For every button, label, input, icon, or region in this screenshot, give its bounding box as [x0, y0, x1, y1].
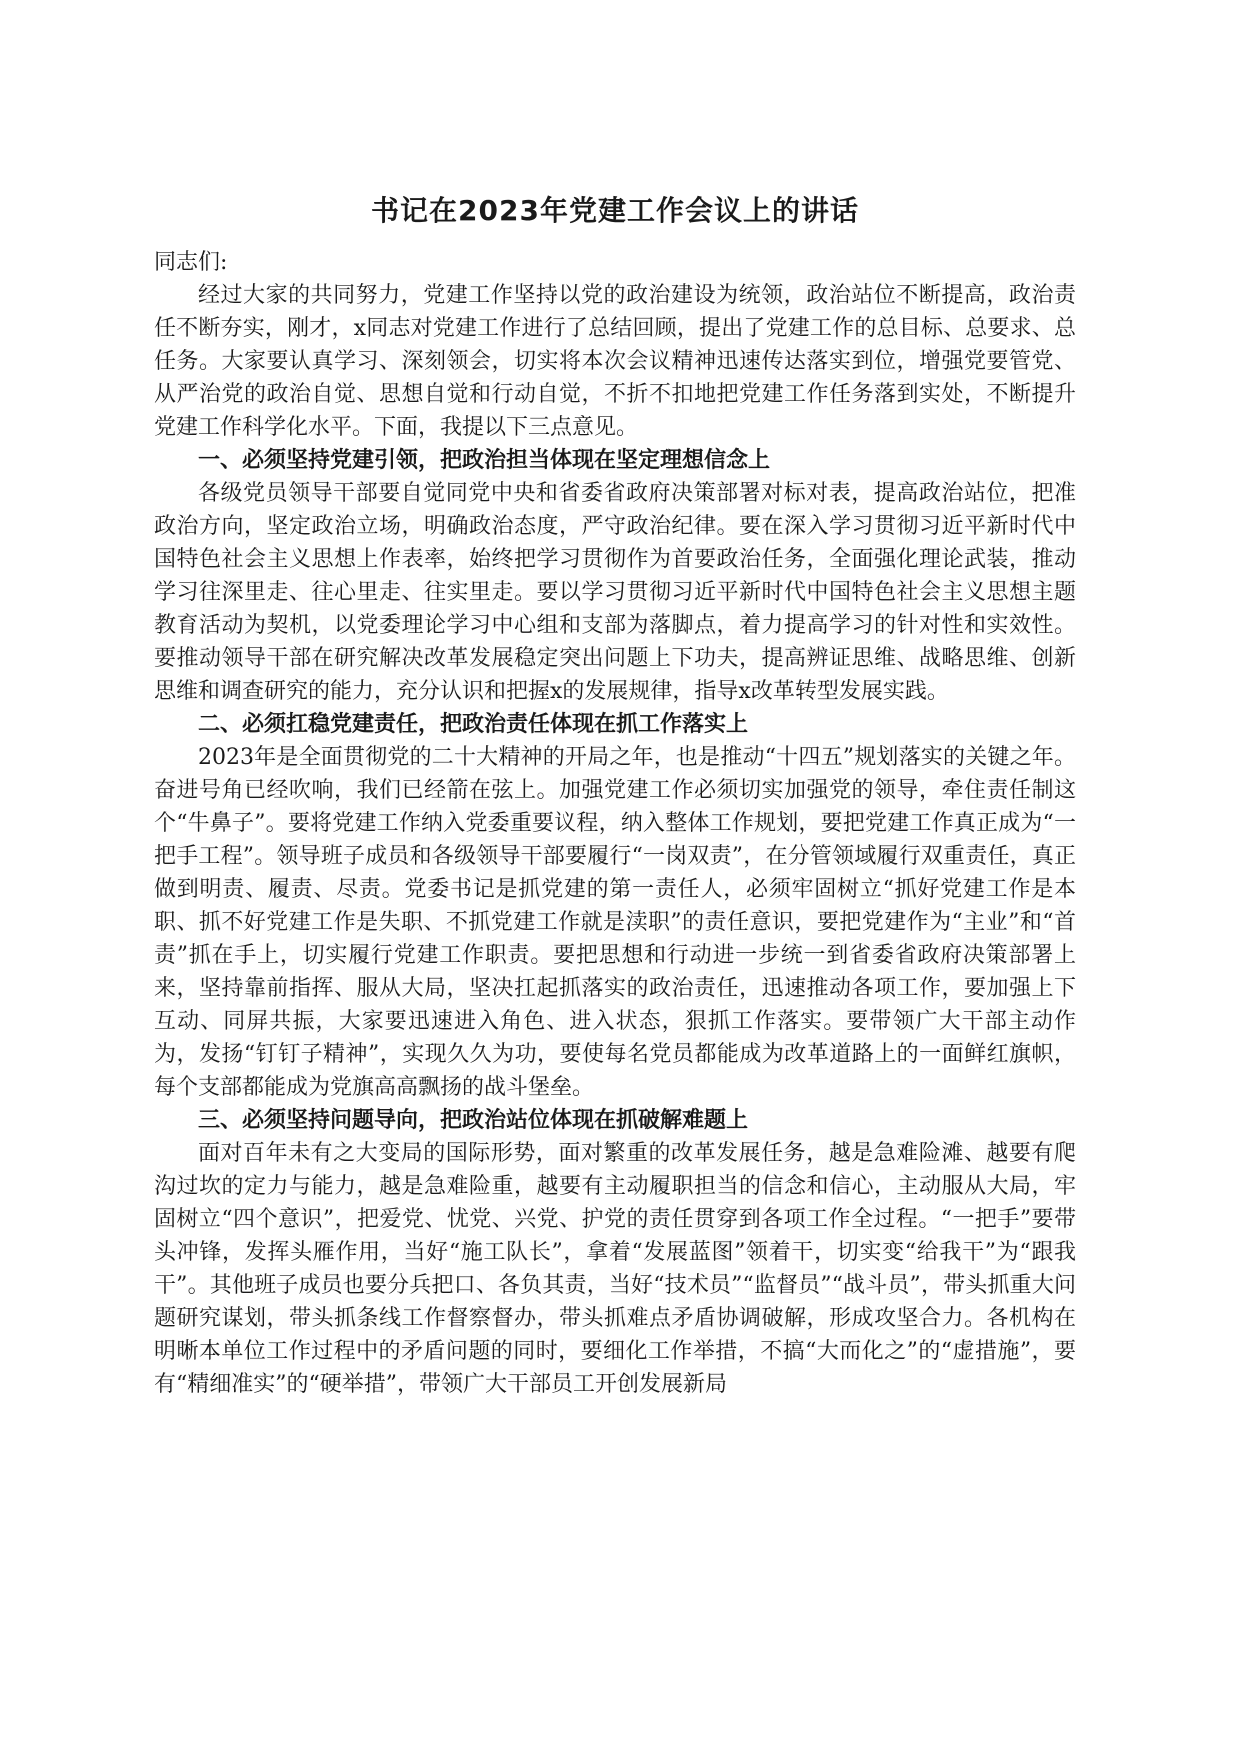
intro-paragraph: 经过大家的共同努力，党建工作坚持以党的政治建设为统领，政治站位不断提高，政治责任不断夯实，刚才，x同志对党建工作进行了总结回顾，提出了党建工作的总目标、总要求、总任务。大家要认真学习、深刻领会，切实将本次会议精神迅速传达落实到位，增强党要管党、从严治党的政治自觉、思想自觉和行动自觉，不折不扣地把党建工作任务落到实处，不断提升党建工作科学化水平。下面，我提以下三点意见。 — [154, 283, 1076, 440]
salutation: 同志们: — [154, 250, 228, 275]
section-body-3: 面对百年未有之大变局的国际形势，面对繁重的改革发展任务，越是急难险滩、越要有爬沟过坎的定力与能力，越是急难险重，越要有主动履职担当的信念和信心，主动服从大局，牢固树立“四个意识”，把爱党、忧党、兴党、护党的责任贯穿到各项工作全过程。“一把手”要带头冲锋，发挥头雁作用，当好“施工队长”，拿着“发展蓝图”领着干，切实变“给我干”为“跟我干”。其他班子成员也要分兵把口、各负其责，当好“技术员”“监督员”“战斗员”，带头抓重大问题研究谋划，带头抓条线工作督察督办，带头抓难点矛盾协调破解，形成攻坚合力。各机构在明晰本单位工作过程中的矛盾问题的同时，要细化工作举措，不搞“大而化之”的“虚措施”，要有“精细准实”的“硬举措”，带领广大干部员工开创发展新局 — [154, 1141, 1076, 1397]
document-content — [154, 188, 1076, 1401]
document-title: 书记在2023年党建工作会议上的讲话 — [371, 194, 859, 227]
section-heading-3: 三、必须坚持问题导向，把政治站位体现在抓破解难题上 — [198, 1108, 749, 1133]
section-body-1: 各级党员领导干部要自觉同党中央和省委省政府决策部署对标对表，提高政治站位，把准政治方向，坚定政治立场，明确政治态度，严守政治纪律。要在深入学习贯彻习近平新时代中国特色社会主义思想上作表率，始终把学习贯彻作为首要政治任务，全面强化理论武装，推动学习往深里走、往心里走、往实里走。要以学习贯彻习近平新时代中国特色社会主义思想主题教育活动为契机，以党委理论学习中心组和支部为落脚点，着力提高学习的针对性和实效性。要推动领导干部在研究解决改革发展稳定突出问题上下功夫，提高辨证思维、战略思维、创新思维和调查研究的能力，充分认识和把握x的发展规律，指导x改革转型发展实践。 — [154, 481, 1076, 704]
section-body-2: 2023年是全面贯彻党的二十大精神的开局之年，也是推动“十四五”规划落实的关键之年。奋进号角已经吹响，我们已经箭在弦上。加强党建工作必须切实加强党的领导，牵住责任制这个“牛鼻子”。要将党建工作纳入党委重要议程，纳入整体工作规划，要把党建工作真正成为“一把手工程”。领导班子成员和各级领导干部要履行“一岗双责”，在分管领域履行双重责任，真正做到明责、履责、尽责。党委书记是抓党建的第一责任人，必须牢固树立“抓好党建工作是本职、抓不好党建工作是失职、不抓党建工作就是渎职”的责任意识，要把党建作为“主业”和“首责”抓在手上，切实履行党建工作职责。要把思想和行动进一步统一到省委省政府决策部署上来，坚持靠前指挥、服从大局，坚决扛起抓落实的政治责任，迅速推动各项工作，要加强上下互动、同屏共振，大家要迅速进入角色、进入状态，狠抓工作落实。要带领广大干部主动作为，发扬“钉钉子精神”，实现久久为功，要使每名党员都能成为改革道路上的一面鲜红旗帜，每个支部都能成为党旗高高飘扬的战斗堡垒。 — [154, 745, 1076, 1100]
section-heading-1: 一、必须坚持党建引领，把政治担当体现在坚定理想信念上 — [198, 448, 771, 473]
section-heading-2: 二、必须扛稳党建责任，把政治责任体现在抓工作落实上 — [198, 712, 749, 737]
